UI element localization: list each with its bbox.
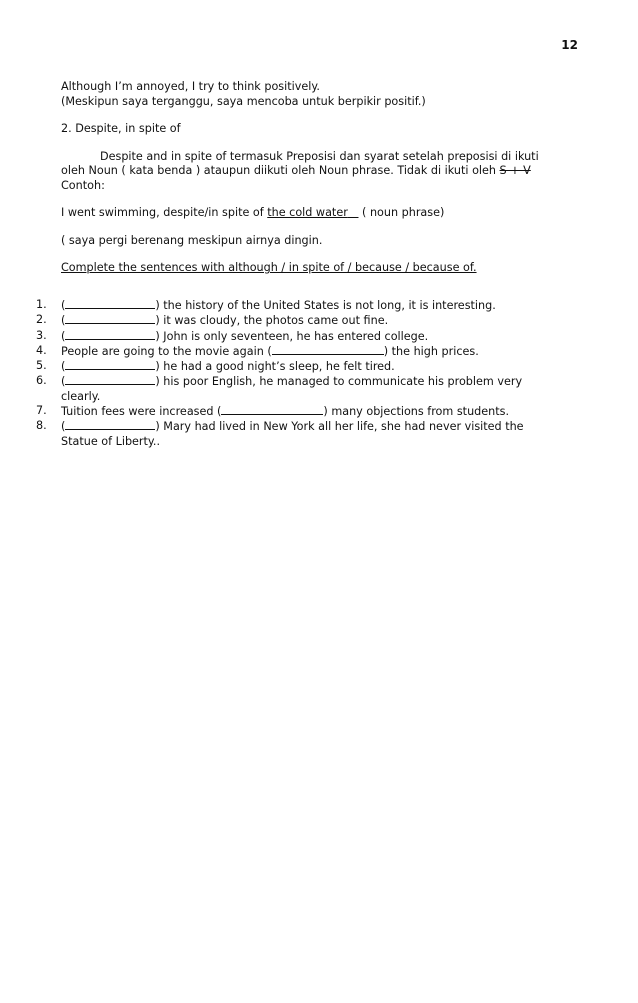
exercise-text-before: ( — [61, 299, 66, 312]
answer-blank[interactable] — [65, 298, 155, 309]
exercise-item — [0, 374, 560, 404]
exercise-text-before: ( — [61, 420, 66, 434]
exercise-list — [0, 298, 560, 449]
example-start: I went swimming, despite/in spite of — [61, 206, 268, 219]
exercise-item — [0, 313, 560, 328]
exercise-item — [0, 359, 560, 374]
exercise-text-after: ) John is only seventeen, he has entered college. — [155, 329, 429, 343]
exercise-number: 7. — [36, 404, 47, 418]
exercise-number: 6. — [36, 374, 47, 388]
section-heading: 2. Despite, in spite of — [61, 122, 181, 135]
explanation-line-1: Despite and in spite of termasuk Preposisi dan syarat setelah preposisi di ikuti — [100, 150, 539, 163]
exercise-number: 5. — [36, 359, 47, 373]
exercise-text-before: ( — [61, 314, 66, 328]
explanation-text: oleh Noun ( kata benda ) ataupun diikuti oleh Noun phrase. Tidak di ikuti oleh — [61, 164, 500, 177]
answer-blank[interactable] — [65, 359, 155, 370]
exercise-item — [0, 419, 560, 449]
exercise-text-before: Tuition fees were increased ( — [61, 405, 222, 419]
exercise-text-after: ) Mary had lived in New York all her life, she had never visited the Statue of Liberty.. — [61, 420, 524, 448]
page-number: 12 — [561, 38, 578, 52]
contoh-label: Contoh: — [61, 179, 105, 192]
example-translation: ( saya pergi berenang meskipun airnya dingin. — [61, 234, 323, 247]
exercise-text-after: ) the history of the United States is not long, it is interesting. — [155, 299, 496, 312]
exercise-text-after: ) it was cloudy, the photos came out fine. — [155, 314, 389, 328]
exercise-text-before: ( — [61, 375, 66, 389]
exercise-text-before: ( — [61, 329, 66, 343]
answer-blank[interactable] — [221, 404, 323, 415]
exercise-number: 3. — [36, 328, 47, 342]
exercise-number: 8. — [36, 419, 47, 433]
example-underline-tail — [348, 206, 359, 219]
exercise-item — [0, 404, 560, 419]
example-sentence — [61, 206, 444, 219]
explanation-line-2 — [61, 164, 531, 177]
example-noun-phrase: the cold water — [267, 206, 348, 219]
answer-blank[interactable] — [65, 374, 155, 385]
intro-translation: (Meskipun saya terganggu, saya mencoba untuk berpikir positif.) — [61, 95, 426, 108]
exercise-text-after: ) he had a good night’s sleep, he felt tired. — [155, 360, 395, 374]
exercise-item — [0, 298, 560, 313]
exercise-text-after: ) many objections from students. — [323, 405, 510, 419]
exercise-item — [0, 344, 560, 359]
exercise-text-after: ) his poor English, he managed to communicate his problem very clearly. — [61, 375, 523, 403]
exercise-number: 2. — [36, 313, 47, 327]
answer-blank[interactable] — [65, 329, 155, 340]
struck-s-v: S + V — [499, 164, 531, 177]
exercise-instruction: Complete the sentences with although / in spite of / because / because of. — [61, 261, 477, 274]
exercise-item — [0, 329, 560, 344]
exercise-text-before: ( — [61, 360, 66, 374]
answer-blank[interactable] — [272, 344, 384, 355]
example-note: ( noun phrase) — [358, 206, 445, 219]
exercise-text-after: ) the high prices. — [383, 344, 479, 358]
answer-blank[interactable] — [65, 419, 155, 430]
exercise-text-before: People are going to the movie again ( — [61, 344, 272, 358]
exercise-number: 1. — [36, 298, 47, 311]
answer-blank[interactable] — [65, 313, 155, 324]
intro-sentence: Although I’m annoyed, I try to think positively. — [61, 80, 320, 93]
exercise-number: 4. — [36, 343, 47, 357]
